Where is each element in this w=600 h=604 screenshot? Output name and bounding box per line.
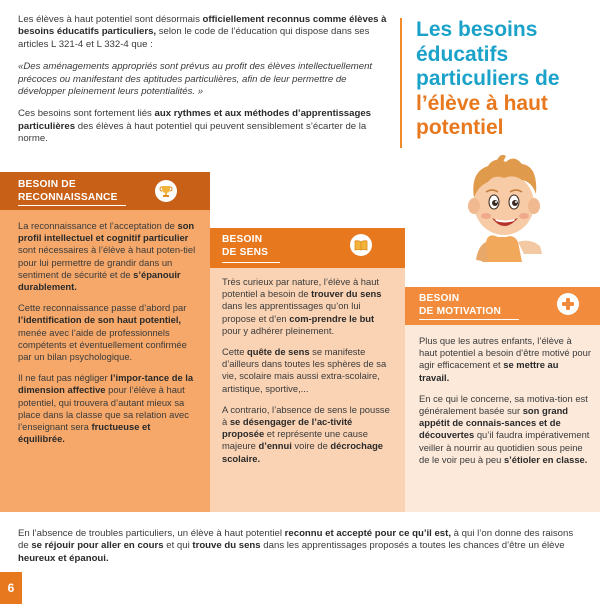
page-number: 6 <box>0 572 22 604</box>
intro-paragraph-1: Les élèves à haut potentiel sont désormais officiellement reconnus comme élèves à besoins éducatifs particuliers, selon le code de l’éducation qui dispose dans ses articles L 321-4 et L 332-4 que : <box>18 14 387 50</box>
book-icon <box>350 234 372 256</box>
intro-paragraph-3: Ces besoins sont fortement liés aux rythmes et aux méthodes d’apprentissages particulières des élèves à haut potentiel qui peuvent sensiblement s’écarter de la norme. <box>18 108 371 145</box>
title-line-3: particuliers de <box>416 67 560 90</box>
panel-2-body: Très curieux par nature, l’élève à haut potentiel a besoin de trouver du sens dans les apprentissages qu’on lui propose et d’en com-prendre le but pour y adhérer pleinement. Cette quête de sens se manifeste d’ailleurs dans toutes les sphères de sa vie, scolaire mais aussi extra-scolaire, artistique, sportive,... A contrario, l’absence de sens le pousse à se désengager de l’ac-tivité proposée et représente une cause majeure d’ennui voire de décrochage scolaire. <box>222 276 390 464</box>
panel-3-header-underline <box>419 319 519 320</box>
panel-2-header-underline <box>222 262 280 263</box>
panel-reconnaissance <box>0 172 210 512</box>
conclusion-paragraph: En l’absence de troubles particuliers, un élève à haut potentiel reconnu et accepté pour ce qu’il est, à qui l’on donne des raisons de se réjouir pour aller en cours et qui trouve du sens dans les apprentissages proposés a toutes les chances d’être un élève heureux et épanoui. <box>18 528 574 564</box>
panel-motivation <box>405 287 600 512</box>
plus-icon <box>557 293 579 315</box>
panel-3-header: BESOIN DE MOTIVATION <box>419 293 502 317</box>
intro-quote: «Des aménagements appropriés sont prévus au profit des élèves intellectuellement précoces ou manifestant des aptitudes particulières, afin de leur permettre de développer pleinement leurs potentialités. » <box>18 61 373 98</box>
title-line-2: éducatifs <box>416 42 509 66</box>
trophy-icon <box>155 180 177 202</box>
panel-2-header: BESOIN DE SENS <box>222 234 269 258</box>
title-line-4: l’élève à haut <box>416 91 548 115</box>
panel-1-header-underline <box>18 205 126 206</box>
page-title <box>400 18 586 148</box>
panel-1-header: BESOIN DE RECONNAISSANCE <box>18 179 118 203</box>
panel-3-body: Plus que les autres enfants, l’élève à haut potentiel a besoin d’être motivé pour agir efficacement et se mettre au travail. En ce qui le concerne, sa motiva-tion est généralement basée sur son grand appétit de connais-sances et de découvertes qu’il faudra impérativement veiller à nourrir au quotidien sous peine de le voir peu à peu s’étioler en classe. <box>419 335 591 465</box>
title-line-1: Les besoins <box>416 18 538 41</box>
panel-sens <box>210 228 405 512</box>
smiling-boy-illustration <box>448 142 568 262</box>
intro-text <box>18 14 388 156</box>
panel-1-body: La reconnaissance et l’acceptation de son profil intellectuel et cognitif particulier sont nécessaires à l’élève à haut poten-tiel pour lui permettre de grandir dans un sentiment de sécurité et de s’épanouir durablement. Cette reconnaissance passe d’abord par l’identification de son haut potentiel, menée avec l’aide de professionnels compétents et éventuellement confirmée par un bilan psychologique. Il ne faut pas négliger l’impor-tance de la dimension affective pour l’élève à haut potentiel, qui trouvera d’autant mieux sa place dans la classe que sa relation avec l’enseignant sera fructueuse et équilibrée. <box>18 220 196 445</box>
title-line-5: potentiel <box>416 116 504 139</box>
